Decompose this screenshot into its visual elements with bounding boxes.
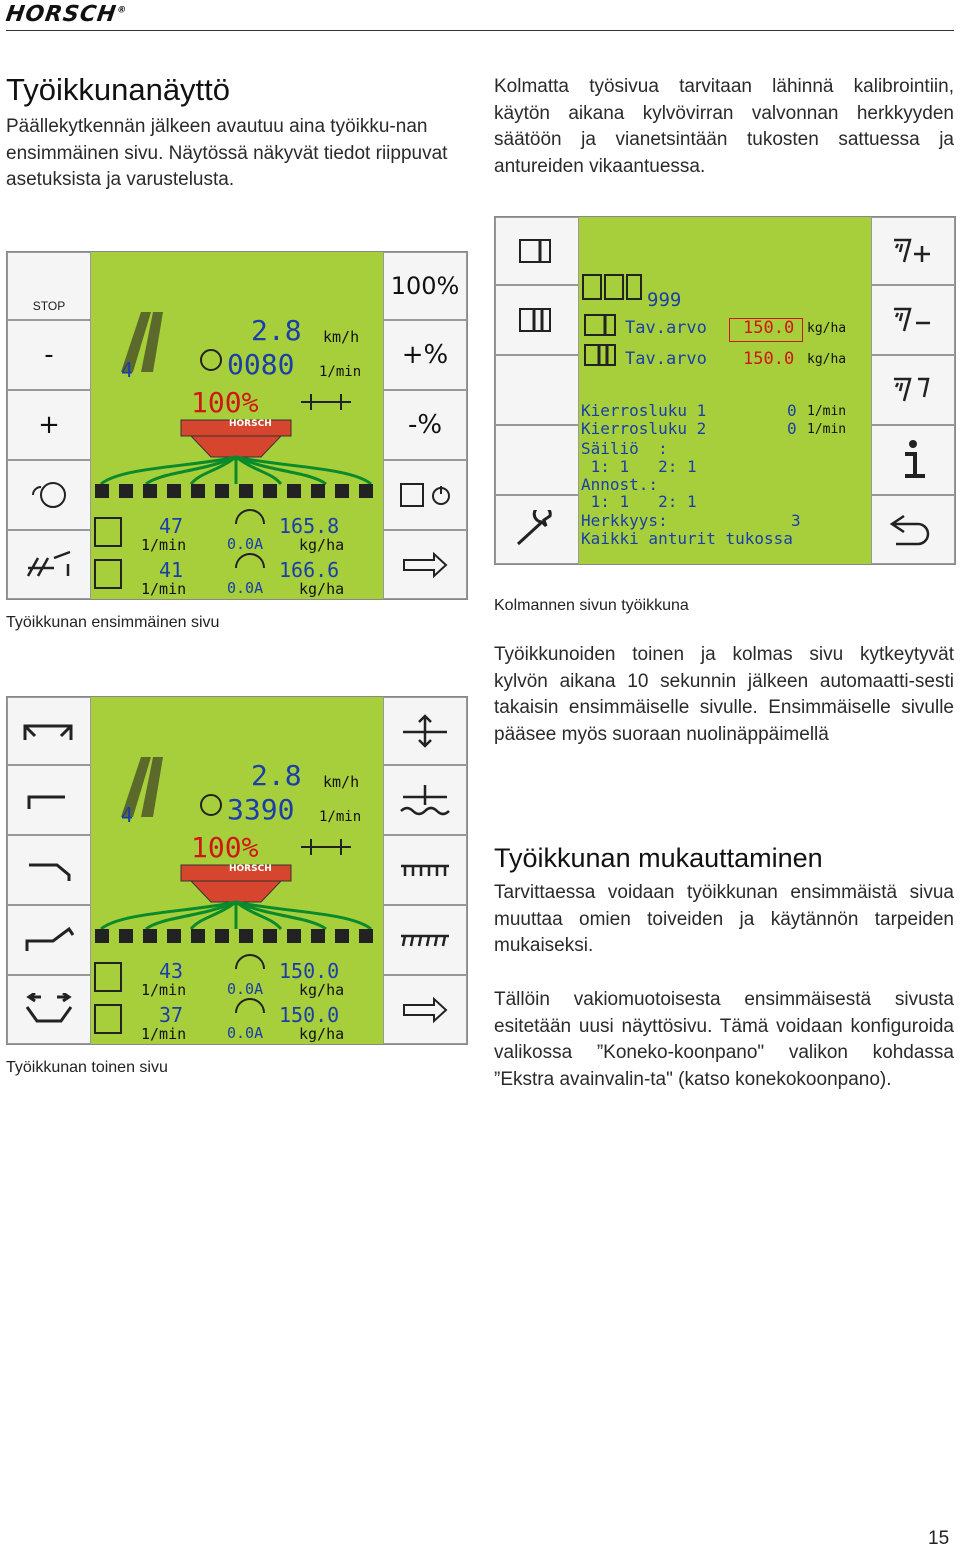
screen2-m1-rpm: 43 <box>159 959 184 983</box>
right-para2: Työikkunoiden toinen ja kolmas sivu kytkeytyvät kylvön aikana 10 sekunnin jälkeen automaatti-sesti takaisin ensimmäiselle sivulle. Ensimmäiselle sivulle pääsee myös suoraan nuolinäppäimellä <box>494 644 954 745</box>
screen1-m1-rate: 165.8 <box>279 514 340 538</box>
screen1-fan-unit: 1/min <box>319 364 362 380</box>
key-marker-minus[interactable] <box>7 320 91 390</box>
screen2-speed: 2.8 <box>251 759 302 792</box>
screen2-m1-rpm-unit: 1/min <box>141 981 187 999</box>
screen2-percent: 100% <box>191 831 259 864</box>
screen2-m2-amp: 0.0A <box>227 1024 264 1042</box>
screen3-rpm1-value: 0 <box>787 401 797 420</box>
key-wrench[interactable] <box>495 495 579 564</box>
stop-label: STOP <box>32 299 66 313</box>
lift-both-icon <box>21 716 77 746</box>
current-gauge2-icon <box>236 554 264 568</box>
key-plus-percent[interactable] <box>383 320 467 390</box>
coulters <box>95 484 373 498</box>
key-sensitivity-plus[interactable] <box>871 217 955 285</box>
hopper-brand: HORSCH <box>229 864 272 874</box>
screen3-line2-label: Tav.arvo <box>625 349 707 369</box>
page-number: 15 <box>928 1528 950 1549</box>
right-intro: Kolmatta työsivua tarvitaan lähinnä kalibrointiin, käytön aikana kylvövirran valvonnan herkkyyden säätöön ja vianetsintään tukosten sattuessa ja antureiden vikaantuessa. <box>494 76 954 177</box>
screen1-speed: 2.8 <box>251 314 302 347</box>
screen3-rpm1-unit: 1/min <box>807 404 847 419</box>
minus-pct-label: -% <box>407 410 443 440</box>
key-metering1[interactable] <box>495 217 579 285</box>
screen1-caption: Työikkunan ensimmäinen sivu <box>6 614 220 631</box>
key-return[interactable] <box>871 495 955 564</box>
screen2-m1-amp: 0.0A <box>227 980 264 998</box>
screen3-sens-label: Herkkyys: <box>581 511 668 530</box>
screen3-rpm2-value: 0 <box>787 419 797 438</box>
screen2-m2-rpm-unit: 1/min <box>141 1025 187 1043</box>
screen1-m1-rpm: 47 <box>159 514 184 538</box>
right-para4: Tällöin vakiomuotoisesta ensimmäisestä sivusta esitetään uusi näyttösivu. Tämä voidaan konfiguroida valikossa ”Koneko-koonpano" valikon kohdassa ”Ekstra avainvalin-ta" (katso konekokoonpano). <box>494 989 954 1090</box>
lift-right-icon <box>21 855 77 885</box>
screen2-caption: Työikkunan toinen sivu <box>6 1059 168 1076</box>
marker-fold-icon <box>21 925 77 955</box>
screen3-lcd <box>579 217 871 564</box>
key-marker-stop[interactable] <box>7 252 91 320</box>
screen2-rows: 4 <box>121 803 134 827</box>
key-depth-up-down[interactable] <box>383 697 467 765</box>
screen2-lcd <box>91 697 383 1044</box>
screen3-rpm2-unit: 1/min <box>807 422 847 437</box>
screen3-line1-value: 150.0 <box>743 318 795 338</box>
current-gauge1-icon <box>236 510 264 524</box>
screen3-status: Kaikki anturit tukossa <box>581 529 793 548</box>
key-info[interactable] <box>871 425 955 495</box>
depth-adjust-icon <box>397 714 453 748</box>
screen3-tank-values: 1: 1 2: 1 <box>581 457 697 476</box>
tramline-key-icon <box>24 550 74 580</box>
hopper-brand: HORSCH <box>229 419 272 429</box>
header-rule <box>6 30 954 31</box>
key-frame-fold[interactable] <box>7 975 91 1044</box>
harrow-down-icon <box>397 930 453 950</box>
depth-wave-icon <box>397 783 453 817</box>
key-lift-right[interactable] <box>7 835 91 905</box>
key-lift-both[interactable] <box>7 697 91 765</box>
screen1-m1-rate-unit: kg/ha <box>299 536 345 554</box>
screen2-speed-unit: km/h <box>323 773 360 791</box>
return-icon <box>888 510 938 550</box>
key-empty-1[interactable] <box>495 355 579 425</box>
screen3-counter: 999 <box>647 289 682 311</box>
arrow-right-icon <box>400 995 450 1025</box>
screen3-terminal <box>494 216 956 565</box>
screen2-m2-rate-unit: kg/ha <box>299 1025 345 1043</box>
screen1-m2-rate-unit: kg/ha <box>299 580 345 598</box>
screen3-line2-unit: kg/ha <box>807 352 847 367</box>
key-sensor-check[interactable] <box>871 355 955 425</box>
metering2-icon <box>583 343 623 367</box>
screen2-m1-rate: 150.0 <box>279 959 340 983</box>
screen3-caption: Kolmannen sivun työikkuna <box>494 597 689 614</box>
pct100-label: 100% <box>390 272 460 300</box>
screen1-m2-rate: 166.6 <box>279 558 340 582</box>
marker-minus-icon: - <box>44 340 54 370</box>
metering1-key-icon <box>512 236 562 266</box>
key-marker-plus[interactable] <box>7 390 91 460</box>
screen2-fan-unit: 1/min <box>319 809 362 825</box>
screen1-lcd <box>91 252 383 599</box>
key-empty-2[interactable] <box>495 425 579 495</box>
harrow-icon <box>301 394 351 410</box>
wrench-icon <box>512 510 562 550</box>
screen1-rows: 4 <box>121 358 134 382</box>
screen1-percent: 100% <box>191 386 259 419</box>
page-title: Työikkunanäyttö <box>6 72 231 107</box>
screen3-line1-unit: kg/ha <box>807 321 847 336</box>
fan-icon <box>201 795 221 815</box>
screen3-rpm1-label: Kierrosluku 1 <box>581 401 707 420</box>
screen1-terminal <box>6 251 468 600</box>
key-depth-wave[interactable] <box>383 765 467 835</box>
key-marker-fold[interactable] <box>7 905 91 975</box>
key-100-percent[interactable] <box>383 252 467 320</box>
screen3-rpm2-label: Kierrosluku 2 <box>581 419 707 438</box>
screen2-m2-rate: 150.0 <box>279 1003 340 1027</box>
screen3-sens-value: 3 <box>791 511 801 530</box>
metering-power-icon <box>397 480 453 510</box>
right-para3: Tarvittaessa voidaan työikkunan ensimmäistä sivua muuttaa omien toiveiden ja käytännön tarpeiden mukaiseksi. <box>494 882 954 956</box>
frame-fold-icon <box>21 993 77 1027</box>
left-intro: Päällekytkennän jälkeen avautuu aina työikku-nan ensimmäinen sivu. Näytössä näkyvät tiedot riippuvat asetuksista ja varustelusta. <box>6 116 448 190</box>
sensitivity-plus-icon <box>888 236 938 266</box>
section-title: Työikkunan mukauttaminen <box>494 843 823 873</box>
fan-icon <box>201 350 221 370</box>
lift-left-icon <box>21 785 77 815</box>
marker-plus-icon: + <box>38 410 60 440</box>
harrow-up-icon <box>397 860 453 880</box>
screen2-m1-rate-unit: kg/ha <box>299 981 345 999</box>
sensitivity-minus-icon <box>888 305 938 335</box>
fan-key-icon <box>29 480 69 510</box>
key-metering2[interactable] <box>495 285 579 355</box>
plus-pct-label: +% <box>401 340 449 370</box>
screen1-m1-amp: 0.0A <box>227 535 264 553</box>
screen3-line2-value: 150.0 <box>743 349 795 369</box>
metering1-icon <box>95 518 121 546</box>
key-harrow-down[interactable] <box>383 905 467 975</box>
sensor-check-icon <box>888 375 938 405</box>
screen2-terminal <box>6 696 468 1045</box>
screen1-fan: 0080 <box>227 348 295 381</box>
screen1-m1-rpm-unit: 1/min <box>141 536 187 554</box>
screen1-speed-unit: km/h <box>323 328 360 346</box>
brand-logo: HORSCH® <box>4 2 128 27</box>
key-lift-left[interactable] <box>7 765 91 835</box>
key-tramline[interactable] <box>7 530 91 599</box>
metering2-icon <box>95 560 121 588</box>
key-fan[interactable] <box>7 460 91 530</box>
screen2-m2-rpm: 37 <box>159 1003 184 1027</box>
seed-lines <box>101 457 371 484</box>
screen3-tank-label: Säiliö : <box>581 439 668 458</box>
info-icon <box>893 438 933 482</box>
key-next-page[interactable] <box>383 530 467 599</box>
key-minus-percent[interactable] <box>383 390 467 460</box>
screen1-m2-amp: 0.0A <box>227 579 264 597</box>
screen3-dose-values: 1: 1 2: 1 <box>581 492 697 511</box>
screen2-fan: 3390 <box>227 793 295 826</box>
screen1-m2-rpm-unit: 1/min <box>141 580 187 598</box>
key-harrow-up[interactable] <box>383 835 467 905</box>
key-metering-power[interactable] <box>383 460 467 530</box>
metering2-key-icon <box>512 305 562 335</box>
metering1-icon <box>583 313 623 337</box>
screen1-m2-rpm: 41 <box>159 558 184 582</box>
key-sensitivity-minus[interactable] <box>871 285 955 355</box>
screen3-line1-label: Tav.arvo <box>625 318 707 338</box>
hopper-bottom <box>191 436 281 457</box>
key-next-page[interactable] <box>383 975 467 1044</box>
screen3-dose-label: Annost.: <box>581 475 659 494</box>
arrow-right-icon <box>400 550 450 580</box>
